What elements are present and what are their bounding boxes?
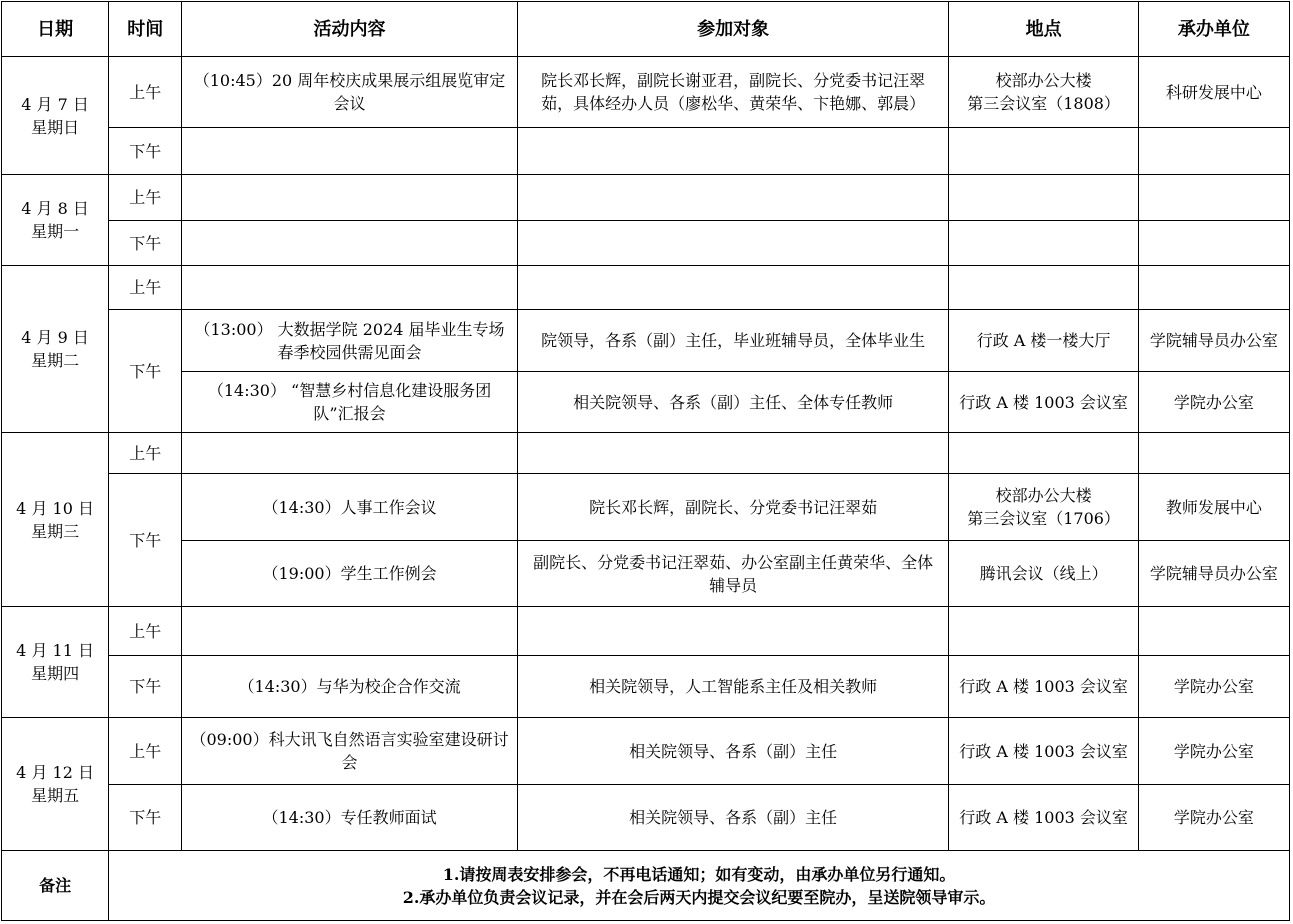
organizer-cell: 教师发展中心: [1138, 474, 1289, 541]
organizer-cell: 学院辅导员办公室: [1138, 541, 1289, 607]
organizer-cell: [1138, 175, 1289, 221]
date-text: 4 月 11 日: [16, 641, 94, 660]
remarks-label: 备注: [2, 851, 109, 921]
participants-cell: 副院长、分党委书记汪翠茹、办公室副主任黄荣华、全体辅导员: [517, 541, 949, 607]
participants-cell: [517, 607, 949, 656]
time-cell: 上午: [109, 718, 182, 785]
remarks-content: [109, 851, 1290, 921]
participants-cell: 院长邓长辉，副院长谢亚君，副院长、分党委书记汪翠茹，具体经办人员（廖松华、黄荣华、卞艳娜、郭晨）: [517, 57, 949, 128]
organizer-cell: 科研发展中心: [1138, 57, 1289, 128]
table-row: [2, 175, 1290, 221]
table-row: [2, 128, 1290, 175]
location-line2: 第三会议室（1706）: [967, 509, 1120, 528]
time-cell: 下午: [109, 128, 182, 175]
weekday-text: 星期一: [31, 222, 80, 241]
organizer-cell: 学院办公室: [1138, 785, 1289, 851]
header-location: 地点: [949, 2, 1138, 57]
table-row: [2, 474, 1290, 541]
remark-line-2: 2.承办单位负责会议记录，并在会后两天内提交会议纪要至院办，呈送院领导审示。: [402, 887, 996, 907]
participants-cell: [517, 221, 949, 266]
organizer-cell: [1138, 433, 1289, 474]
location-cell: 行政 A 楼 1003 会议室: [949, 785, 1138, 851]
activity-cell: （14:30） “智慧乡村信息化建设服务团队”汇报会: [182, 372, 518, 433]
remarks-row: [2, 851, 1290, 921]
organizer-cell: 学院辅导员办公室: [1138, 310, 1289, 372]
time-cell: 上午: [109, 57, 182, 128]
activity-cell: [182, 266, 518, 310]
table-row: [2, 310, 1290, 372]
participants-cell: 相关院领导、各系（副）主任: [517, 718, 949, 785]
time-cell: 下午: [109, 310, 182, 433]
activity-cell: （10:45）20 周年校庆成果展示组展览审定会议: [182, 57, 518, 128]
participants-cell: 相关院领导、各系（副）主任: [517, 785, 949, 851]
time-cell: 下午: [109, 656, 182, 718]
activity-cell: （19:00）学生工作例会: [182, 541, 518, 607]
weekday-text: 星期日: [31, 117, 80, 137]
location-line2: 第三会议室（1808）: [967, 94, 1120, 113]
date-text: 4 月 9 日: [21, 328, 89, 347]
participants-cell: 院长邓长辉，副院长、分党委书记汪翠茹: [517, 474, 949, 541]
header-row: [2, 2, 1290, 57]
table-row: [2, 372, 1290, 433]
weekday-text: 星期二: [31, 351, 80, 370]
participants-cell: 相关院领导，人工智能系主任及相关教师: [517, 656, 949, 718]
date-text: 4 月 7 日: [21, 94, 89, 114]
time-cell: 下午: [109, 785, 182, 851]
date-text: 4 月 12 日: [16, 763, 94, 782]
date-cell: [2, 607, 109, 718]
weekday-text: 星期三: [31, 521, 80, 541]
location-cell: [949, 128, 1138, 175]
location-line1: 校部办公大楼: [995, 486, 1092, 505]
weekly-schedule-table: [1, 1, 1290, 921]
activity-cell: （14:30）与华为校企合作交流: [182, 656, 518, 718]
participants-cell: 院领导，各系（副）主任，毕业班辅导员，全体毕业生: [517, 310, 949, 372]
table-row: [2, 221, 1290, 266]
participants-cell: [517, 266, 949, 310]
organizer-cell: [1138, 266, 1289, 310]
weekday-text: 星期四: [31, 664, 80, 683]
location-cell: [949, 175, 1138, 221]
table-row: [2, 718, 1290, 785]
organizer-cell: [1138, 607, 1289, 656]
remark-line-1: 1.请按周表安排参会，不再电话通知；如有变动，由承办单位另行通知。: [442, 864, 956, 884]
organizer-cell: [1138, 128, 1289, 175]
date-cell: [2, 266, 109, 433]
table-row: [2, 541, 1290, 607]
table-row: [2, 607, 1290, 656]
header-time: 时间: [109, 2, 182, 57]
activity-cell: （09:00）科大讯飞自然语言实验室建设研讨会: [182, 718, 518, 785]
location-cell: 行政 A 楼 1003 会议室: [949, 372, 1138, 433]
location-cell: [949, 266, 1138, 310]
table-row: [2, 785, 1290, 851]
table-row: [2, 266, 1290, 310]
time-cell: 上午: [109, 175, 182, 221]
location-cell: 腾讯会议（线上）: [949, 541, 1138, 607]
date-text: 4 月 8 日: [21, 199, 89, 218]
activity-cell: [182, 175, 518, 221]
organizer-cell: 学院办公室: [1138, 372, 1289, 433]
time-cell: 上午: [109, 266, 182, 310]
activity-cell: [182, 433, 518, 474]
activity-cell: [182, 607, 518, 656]
location-cell: [949, 433, 1138, 474]
activity-cell: [182, 128, 518, 175]
activity-cell: （13:00） 大数据学院 2024 届毕业生专场春季校园供需见面会: [182, 310, 518, 372]
participants-cell: [517, 128, 949, 175]
date-cell: [2, 433, 109, 607]
table-row: [2, 57, 1290, 128]
location-cell: [949, 474, 1138, 541]
participants-cell: [517, 175, 949, 221]
location-cell: [949, 221, 1138, 266]
activity-cell: （14:30）专任教师面试: [182, 785, 518, 851]
date-cell: [2, 718, 109, 851]
participants-cell: 相关院领导、各系（副）主任、全体专任教师: [517, 372, 949, 433]
time-cell: 上午: [109, 433, 182, 474]
header-organizer: 承办单位: [1138, 2, 1289, 57]
header-date: 日期: [2, 2, 109, 57]
location-cell: 行政 A 楼一楼大厅: [949, 310, 1138, 372]
date-text: 4 月 10 日: [16, 498, 94, 518]
location-line1: 校部办公大楼: [995, 71, 1092, 90]
time-cell: 下午: [109, 474, 182, 607]
activity-cell: （14:30）人事工作会议: [182, 474, 518, 541]
date-cell: [2, 57, 109, 175]
table-row: [2, 433, 1290, 474]
location-cell: [949, 607, 1138, 656]
weekday-text: 星期五: [31, 786, 80, 805]
table-row: [2, 656, 1290, 718]
organizer-cell: [1138, 221, 1289, 266]
participants-cell: [517, 433, 949, 474]
activity-cell: [182, 221, 518, 266]
location-cell: 行政 A 楼 1003 会议室: [949, 656, 1138, 718]
organizer-cell: 学院办公室: [1138, 718, 1289, 785]
location-cell: [949, 57, 1138, 128]
header-participants: 参加对象: [517, 2, 949, 57]
location-cell: 行政 A 楼 1003 会议室: [949, 718, 1138, 785]
time-cell: 上午: [109, 607, 182, 656]
time-cell: 下午: [109, 221, 182, 266]
header-activity: 活动内容: [182, 2, 518, 57]
date-cell: [2, 175, 109, 266]
organizer-cell: 学院办公室: [1138, 656, 1289, 718]
